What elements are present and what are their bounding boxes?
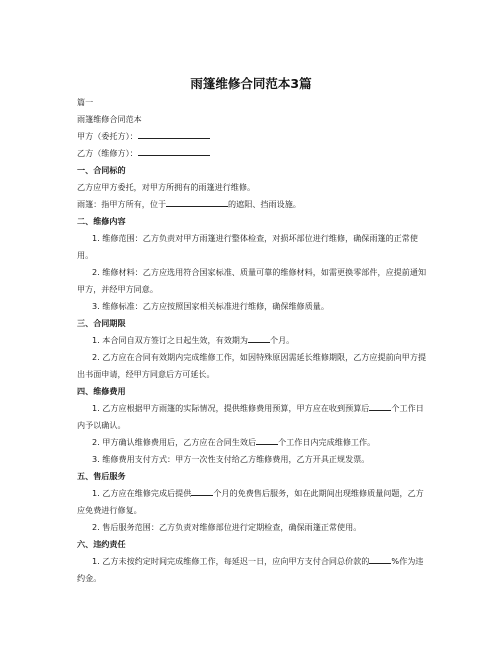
clause-text: 个工作日内完成维修工作。 [278,437,376,447]
section-heading: 三、合同期限 [77,318,126,328]
clause-text: 1. 乙方未按约定时间完成维修工作，每延迟一日，应向甲方支付合同总价款的 [92,556,370,566]
document-subtitle: 雨篷维修合同范本 [77,114,142,124]
clause-text: 1. 乙方应在维修完成后提供 [92,488,192,498]
party-b-label: 乙方（维修方）： [77,148,138,158]
clause-paragraph: 1. 维修范围：乙方负责对甲方雨篷进行整体检查，对损坏部位进行维修，确保雨篷的正常使用。 [77,233,418,260]
clause-text: 雨篷：指甲方所有，位于 [77,199,167,209]
clause-text: 个月的免费售后服务，如在此期间出现维修质量问题，乙方应免费进行修复。 [77,488,424,515]
clause-paragraph [77,332,429,349]
clause-text: 个工作日内予以确认。 [77,403,424,430]
document-body [77,94,429,587]
section-heading: 六、违约责任 [77,539,126,549]
clause-paragraph [77,485,429,519]
sections-container [77,162,429,587]
clause-paragraph [77,196,429,213]
clause-text: 1. 本合同自双方签订之日起生效，有效期为 [92,335,248,345]
fill-in-blank [191,485,213,496]
party-a-line [77,128,429,145]
fill-in-blank [166,196,228,207]
clause-text: %作为违约金。 [77,556,424,583]
party-b-line [77,145,429,162]
party-b-blank [138,145,210,156]
section-heading: 五、售后服务 [77,471,126,481]
clause-paragraph [77,434,429,451]
fill-in-blank [369,400,391,411]
clause-paragraph: 2. 乙方应在合同有效期内完成维修工作，如因特殊原因需延长维修期限，乙方应提前向甲方提出书面申请，经甲方同意后方可延长。 [77,352,427,379]
document-title: 雨篷维修合同范本3篇 [190,76,312,91]
clause-paragraph [77,400,429,434]
fill-in-blank [256,434,278,445]
fill-in-blank [369,553,391,564]
clause-paragraph: 3. 维修标准：乙方应按照国家相关标准进行维修，确保维修质量。 [92,301,329,311]
clause-text: 个月。 [269,335,295,345]
fill-in-blank [248,332,270,343]
section-heading: 一、合同标的 [77,165,126,175]
party-a-blank [138,128,210,139]
clause-text: 1. 乙方应根据甲方雨篷的实际情况，提供维修费用预算，甲方应在收到预算后 [92,403,370,413]
paragraph: 乙方应甲方委托，对甲方所拥有的雨篷进行维修。 [77,182,256,192]
clause-paragraph [77,553,429,587]
clause-text: 的遮阳、挡雨设施。 [228,199,301,209]
party-a-label: 甲方（委托方）： [77,131,138,141]
clause-paragraph: 2. 售后服务范围：乙方负责对维修部位进行定期检查，确保雨篷正常使用。 [92,522,362,532]
clause-text: 2. 甲方确认维修费用后，乙方应在合同生效后 [92,437,257,447]
clause-paragraph: 2. 维修材料：乙方应选用符合国家标准、质量可靠的维修材料，如需更换零部件，应提前通知甲方，并经甲方同意。 [77,267,427,294]
section-heading: 四、维修费用 [77,386,126,396]
part-label: 篇一 [77,97,94,107]
clause-paragraph: 3. 维修费用支付方式：甲方一次性支付给乙方维修费用，乙方开具正规发票。 [92,454,370,464]
section-heading: 二、维修内容 [77,216,126,226]
